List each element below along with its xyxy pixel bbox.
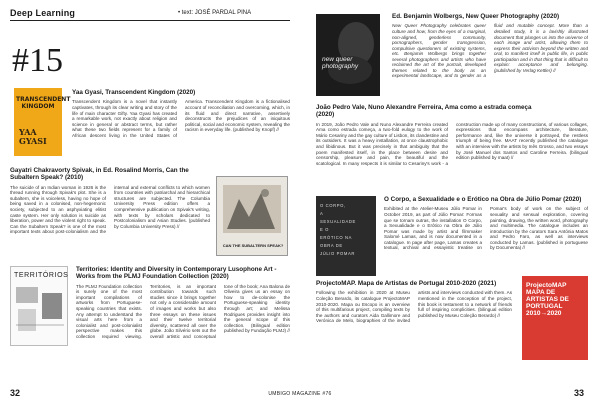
cover-line: SEXUALIDADE <box>320 219 356 224</box>
issue-number: #15 <box>12 42 63 79</box>
cover-line: ERÓTICO NA <box>320 235 353 240</box>
cover-line: PORTUGAL <box>526 303 563 310</box>
cover-line: 2010→2020 <box>526 310 562 317</box>
article-title: ProjectoMAP. Mapa de Artistas de Portugal 2010-2020 (2021) <box>316 280 497 287</box>
article-title: Ed. Benjamin Wolbergs, New Queer Photography (2020) <box>392 13 560 20</box>
article-projectomap <box>316 280 512 348</box>
section-title: Deep Learning <box>10 8 76 18</box>
article-ama-como <box>316 104 588 206</box>
cover-line: OBRA DE <box>320 243 343 248</box>
book-cover-new-queer-photography <box>316 14 380 96</box>
article-body: Transcendent Kingdom is a novel that instantly captivates, through its clear writing and story of the life of main character Gifty. Yaa Gyasi has created a remarkable work, not exactly about religion and science in general or abstract terms, but rather what these two fields represent for a family of African descent living in the United States of America. Transcendent Kingdom is a fictionalised account of reconciliation and overcoming, which, in its fluid and direct narrative, assertively deconstructs the prejudices of an iniquitous political, social and economic system, revealing the racism in everyday life. (published by Knopf) // <box>72 99 290 138</box>
cover-line: MAPA DE <box>526 289 556 296</box>
book-cover-transcendent-kingdom <box>14 88 71 156</box>
article-body: Following the exhibition in 2020 at Museu Coleção Berardo, its catalogue ProjectoMAP 2010-2020. Mapa ou Escopo is an overview of this multifarious project, compiling texts by the authors and curators Aida Gallimore and Verónica de Melo, biographies of the invited artists and interviews conducted with them. As mentioned in the conception of the project, this book is testament to a network of friends full of inspiring complicities. (bilingual edition published by Museu Coleção Berardo) // <box>316 290 512 324</box>
page-number-right: 33 <box>574 388 585 398</box>
cover-illustration <box>14 285 66 335</box>
book-cover-territorios <box>10 266 68 346</box>
article-title: Territories: Identity and Diversity in Contemporary Lusophone Art - Works from the PLMJ Foundation Collection (2020) <box>76 266 277 281</box>
article-spivak <box>10 167 210 251</box>
article-o-corpo <box>384 196 588 272</box>
cover-text <box>526 282 586 317</box>
book-cover-o-corpo <box>316 196 376 276</box>
cover-illustration <box>217 179 287 239</box>
article-territorios <box>76 266 290 356</box>
header-rule <box>10 20 290 21</box>
article-title: O Corpo, a Sexualidade e o Erótico na Obra de Júlio Pomar (2020) <box>384 196 582 203</box>
article-body: The PLMJ Foundation collection is surely one of the most important compilations of artworks from Portuguese-speaking countries that exists. Any attempt to understand the visual arts here from a colonialist and post-colonialist perspective makes this collection required viewing. Territories, is an important contribution towards such studies since it brings together not only a considerable amount of images and works but also three essays on these issues and their twelve territorial diversity, scattered all over the globe. João Silvério sets out the overall artistic and conceptual tone of the book; Ana Balona de Oliveira gives us an essay on how to de-colonise the Portuguese-speaking identity through art; and Melissa Rodrigues provides insight into the general scope of this collection. (Bilingual edition published by Fundação PLMJ) // <box>76 283 290 339</box>
book-cover-projectomap <box>522 276 588 360</box>
cover-line: JÚLIO POMAR <box>320 251 355 256</box>
cover-text <box>320 202 372 258</box>
magazine-name: UMBIGO MAGAZINE #76 <box>268 391 332 397</box>
article-body: New Queer Photography celebrates queer culture and how, from the eyes of a marginal, non-aligned, genderless community, pornographers, gender transgression, compulsive questioners of existing systems, etc. Benjamin Wolbergs brings together several photographers and artists who have reclaimed the art of the portrait, developed themes related to the body as an experimental landscape, and to gender as a fluid and mutable concept. More than a detailed study, it is a lavishly illustrated document that plunges us into the universe of each image and artist, allowing them to express their activism beyond the written and oral, to manifest itself in public life, in public participation and in that thing that is difficult to explain: acceptance and belonging. (published by Verlag Kettler) // <box>392 23 588 79</box>
cover-title: CAN THE SUBALTERN SPEAK? <box>222 243 284 248</box>
article-title: Yaa Gyasi, Transcendent Kingdom (2020) <box>72 89 196 96</box>
article-yaa <box>72 89 290 163</box>
cover-author: YAA GYASI <box>19 127 47 146</box>
cover-line: A <box>320 211 324 216</box>
article-body: In 2019, João Pedro Vale and Nuno Alexandre Ferreira created Ama como estrada começa, a two-fold eulogy to the work of Mário Cesariny and the gay culture of Lisbon, its clandestine and its outsiders. It was a heavy installation, at once claustrophobic and libidinous. But it was precisely in that ambiguity that the poem manifested itself, in the place between desire and censorship, pleasure and pain, the beautiful and the scatological. In many respects it is similar to Cesariny's work - a construction made up of many constructions, of various collages, expressions that encompass architecture, literature, performance and, like the universe it portrayed, the restless triumph of being free. MAAT recently published the catalogue with an interview with the artists by Inês Grosso, and two essays by José Manuel dos Santos and Caroline Ferreira. (bilingual edition published by maat) // <box>316 121 588 166</box>
article-body: The suicide of an Indian woman in 1926 is the thread running through Spivak's plot. She is a subaltern, she is voiceless, having no hope of being saved in a colonised, non-hegemonic society, subjected to an asphyxiating elitist caste system. Her only solution is suicide as liberation, power and the violent right to speak. Can the Subaltern Speak? is one of the most important texts about post-colonialism and the internal and external conflicts to which women from countries with patriarchal and hierarchical structures are subjected. The Columbia University Press edition offers a comprehensive publication on Spivak's writing, with texts by scholars dedicated to Postcolonialism and Asian Studies. (published by Columbia University Press) // <box>10 184 210 235</box>
cover-line: E O <box>320 227 330 232</box>
cover-title: new queer photography <box>322 56 359 70</box>
cover-line: O CORPO, <box>320 203 346 208</box>
cover-title: TRANSCENDENT KINGDOM <box>16 96 71 110</box>
article-body: Exhibited at the Atelier-Museu Júlio Pomar in October 2019, as part of Júlio Pomar: Formas que se tornam outras, the installation O Corpo, a Sexualidade e o Erótico na Obra de Júlio Pomar was made by artist and filmmaker Salomé Lamas, and is now documented in a catalogue. In page after page, Lamas creates a textual, archival and essayistic treatise on Pomar's body of work on the subject of sexuality and sensual exploration, covering painting, drawing, the written word, photography and multimedia. The catalogue includes an introduction by the curators Sara Antónia Matos and Pedro Faro, as well as interviews conducted by Lamas. (published in portuguese by Documenta) // <box>384 206 588 251</box>
article-title: João Pedro Vale, Nuno Alexandre Ferreira, Ama como a estrada começa (2020) <box>316 104 532 119</box>
cover-illustration <box>316 14 380 96</box>
article-title: Gayatri Chakravorty Spivak, in Ed. Rosalind Morris, Can the Subaltern Speak? (2010) <box>10 167 189 182</box>
cover-title: TERRITÓRIOS <box>14 272 69 279</box>
cover-line: ARTISTAS DE <box>526 296 569 303</box>
article-new-queer <box>392 13 588 95</box>
book-cover-can-the-subaltern-speak <box>216 176 288 256</box>
cover-line: ProjectoMAP <box>526 282 567 289</box>
page-number-left: 32 <box>10 388 21 398</box>
author-credit: • text: JOSÉ PARDAL PINA <box>178 10 252 16</box>
